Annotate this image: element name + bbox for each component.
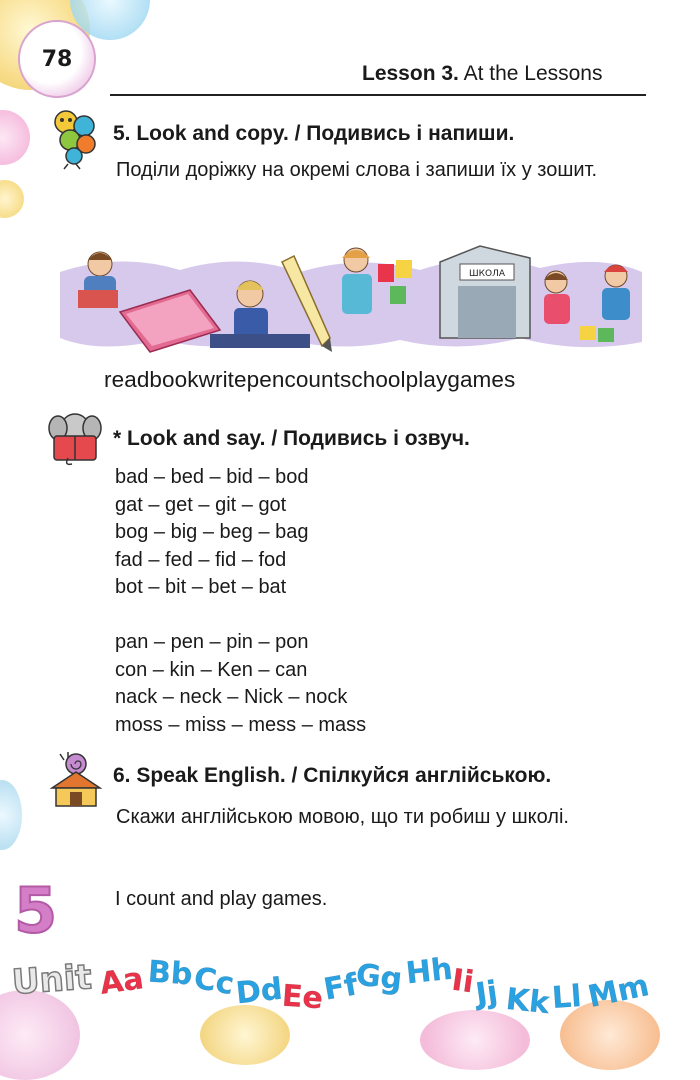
word-line: fad – fed – fid – fod [115, 548, 287, 571]
word-line: bad – bed – bid – bod [115, 466, 309, 488]
snail-house-icon [46, 750, 106, 810]
page-number-badge [18, 20, 96, 98]
page-number: 78 [41, 46, 73, 72]
unit-number: 5 [14, 874, 58, 947]
exercise-5-instruction: Поділи доріжку на окремі слова і запиши їх у зошит. [116, 159, 598, 181]
alphabet-letter: Ii [449, 962, 476, 1001]
word-line: moss – miss – mess – mass [115, 713, 367, 736]
exercise-6-example: I count and play games. [115, 888, 328, 910]
alphabet-letter: Ll [550, 979, 583, 1016]
exercise-6-instruction: Скажи англійською мовою, що ти робиш у школі. [116, 806, 569, 828]
alphabet-letter: Aa [97, 961, 146, 1002]
decor-bubble [0, 990, 80, 1080]
word-line: bot – bit – bet – bat [115, 576, 287, 598]
exercise-6-title: 6. Speak English. / Спілкуйся англійською. [113, 764, 552, 787]
alphabet-letter: Cc [191, 960, 237, 1003]
word-list-group-1 [115, 464, 309, 602]
look-and-say-title: * Look and say. / Подивись і озвуч. [113, 427, 470, 450]
alphabet-letter: Mm [585, 968, 653, 1015]
alphabet-letter: Dd [234, 971, 285, 1012]
word-line: gat – get – git – got [115, 493, 287, 516]
word-line: con – kin – Ken – can [115, 658, 308, 681]
word-line: bog – big – beg – bag [115, 521, 309, 543]
decor-bubble [0, 180, 24, 218]
alphabet-letter: Ee [280, 978, 325, 1017]
school-sign: ШКОЛА [468, 269, 506, 279]
alphabet-letter: Kk [504, 981, 551, 1022]
alphabet-letter: Hh [404, 951, 455, 992]
lesson-header [362, 62, 602, 86]
school-activities-illustration [60, 242, 642, 354]
lesson-label: Lesson 3. [362, 62, 459, 85]
alphabet-strip [97, 950, 660, 1030]
lesson-title: At the Lessons [463, 62, 603, 85]
exercise-5-title: 5. Look and copy. / Подивись і напиши. [113, 122, 515, 145]
header-divider [110, 94, 646, 96]
word-list-group-2 [115, 629, 366, 739]
alphabet-letter: Jj [473, 974, 500, 1013]
decor-bubble [0, 110, 30, 165]
alphabet-letter: Ff [321, 967, 361, 1008]
word-line: nack – neck – Nick – nock [115, 686, 348, 708]
alphabet-letter: Bb [146, 954, 194, 993]
alphabet-letter: Gg [354, 957, 404, 998]
decor-bubble [0, 780, 22, 850]
letter-track: readbookwritepencountschoolplaygames [104, 367, 516, 392]
reading-elephant-icon [46, 408, 104, 466]
word-line: pan – pen – pin – pon [115, 631, 309, 653]
unit-label: Unit [10, 957, 94, 1003]
